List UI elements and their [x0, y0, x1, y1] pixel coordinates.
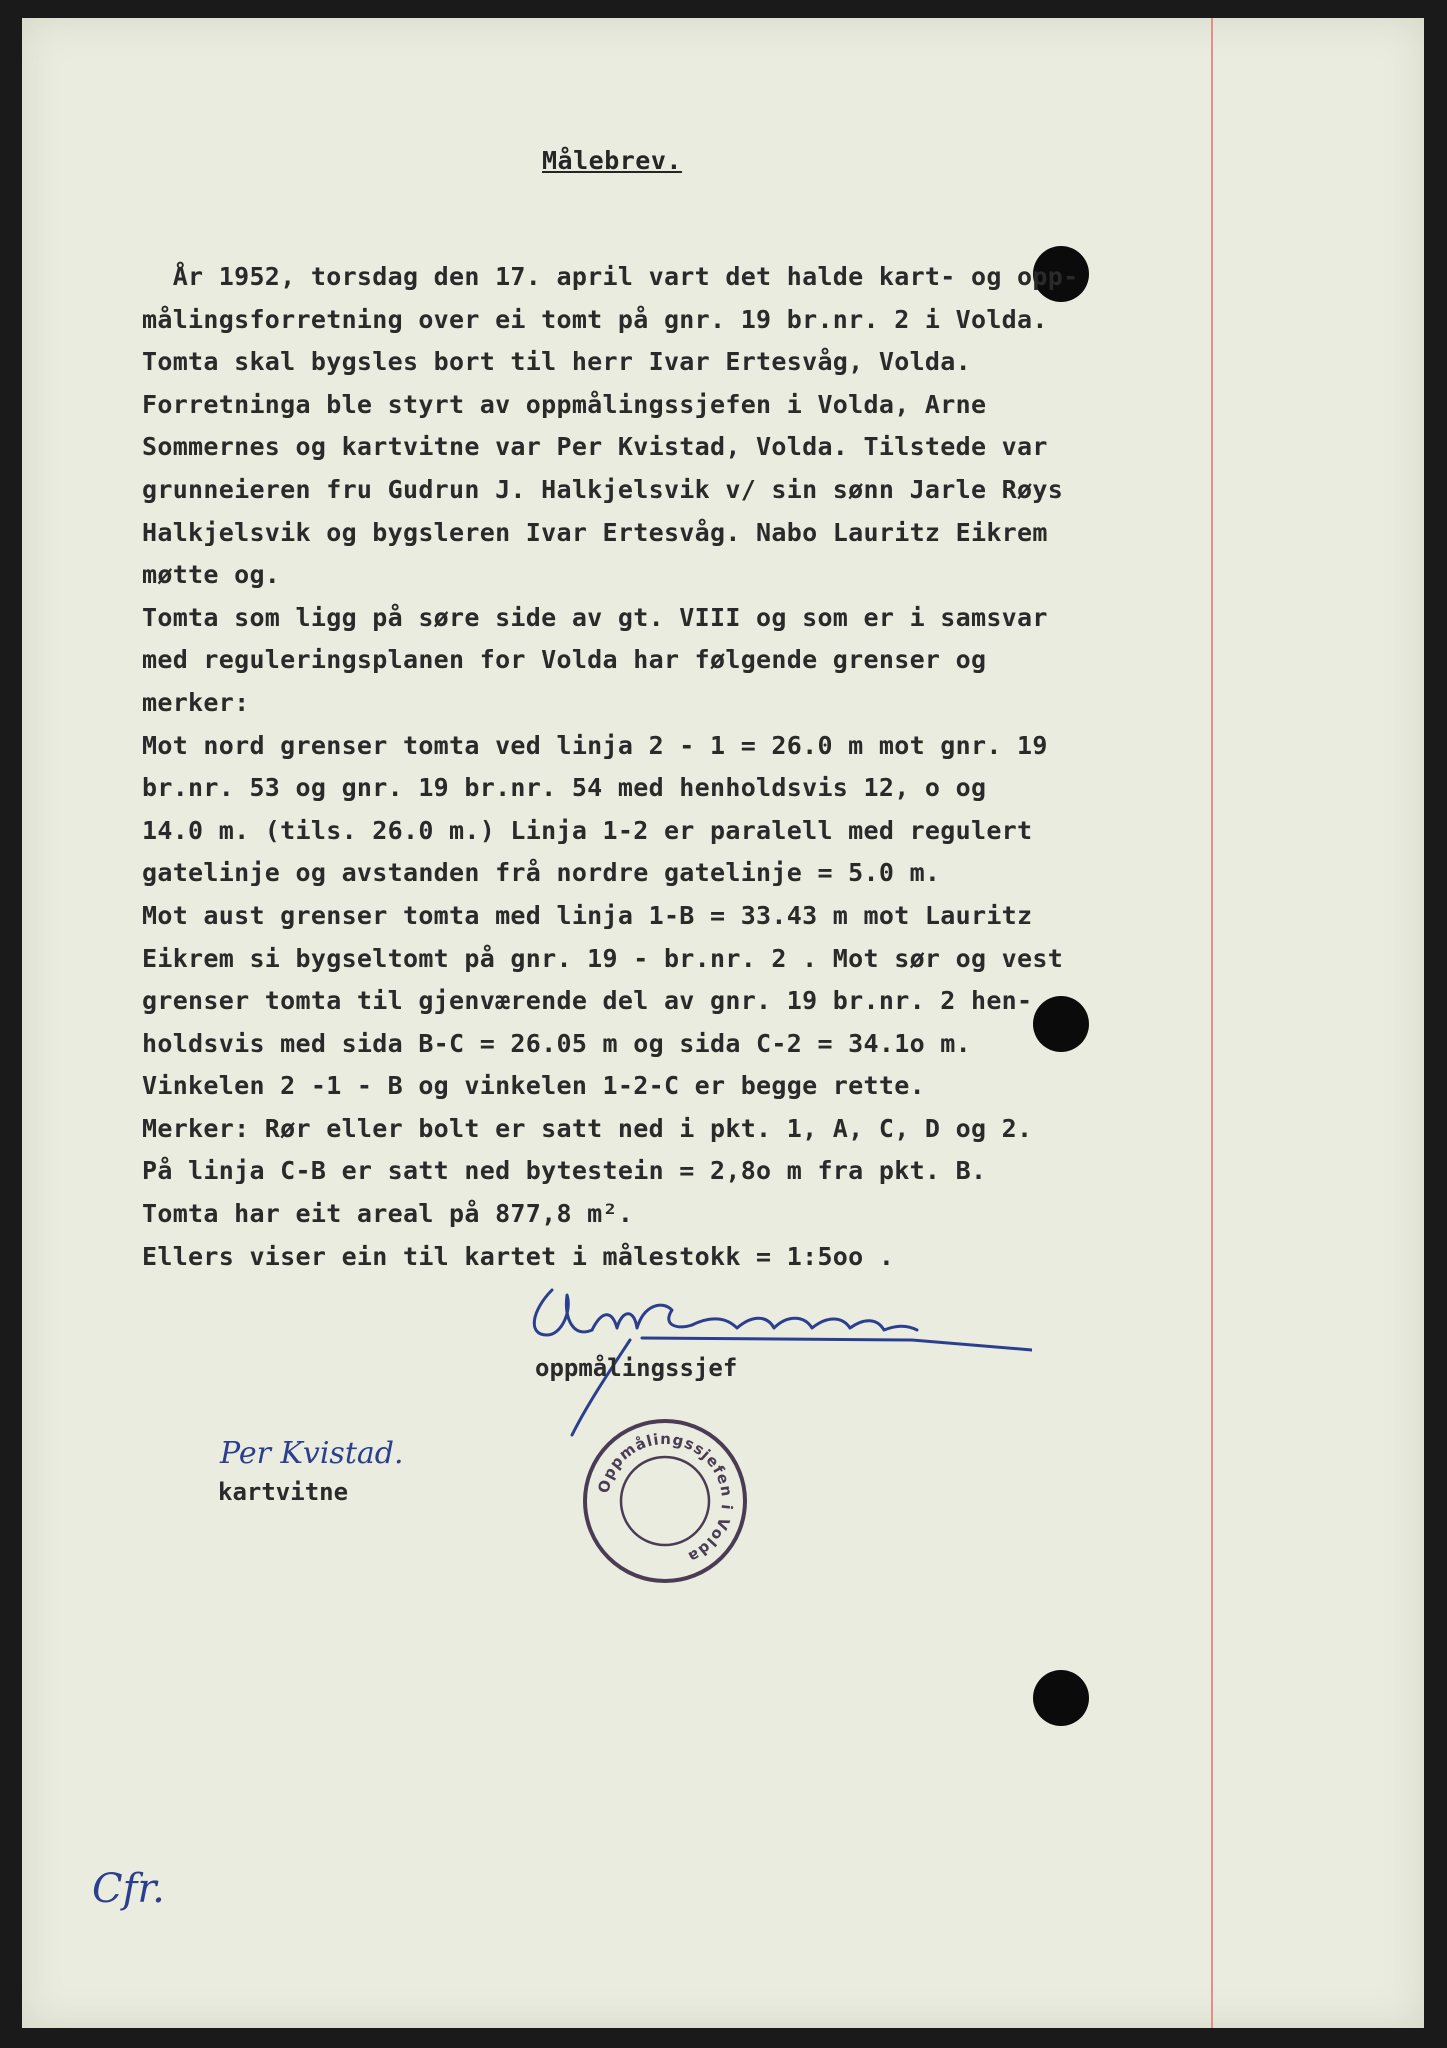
initials-mark: Cfr.: [92, 1866, 165, 1912]
chief-role-label: oppmålingssjef: [535, 1354, 738, 1382]
document-page: [22, 18, 1424, 2028]
punch-hole-icon: [1033, 1670, 1089, 1726]
document-title: Målebrev.: [542, 146, 682, 175]
stamp-text: Oppmålingssjefen i Volda: [594, 1429, 737, 1567]
witness-signature: Per Kvistad.: [220, 1436, 404, 1471]
document-body: År 1952, torsdag den 17. april vart det halde kart- og opp- målingsforretning over ei tomt på gnr. 19 br.nr. 2 i Volda. Tomta skal bygsles bort til herr Ivar Ertesvåg, Volda. Forretninga ble styrt av oppmålingssjefen i Volda, Arne Sommernes og kartvitne var Per Kvistad, Volda. Tilstede var grunneieren fru Gudrun J. Halkjelsvik v/ sin sønn Jarle Røys Halkjelsvik og bygsleren Ivar Ertesvåg. Nabo Lauritz Eikrem møtte og. Tomta som ligg på søre side av gt. VIII og som er i samsvar med reguleringsplanen for Volda har følgende grenser og merker: Mot nord grenser tomta ved linja 2 - 1 = 26.0 m mot gnr. 19 br.nr. 53 og gnr. 19 br.nr. 54 med henholdsvis 12, o og 14.0 m. (tils. 26.0 m.) Linja 1-2 er paralell med regulert gatelinje og avstanden frå nordre gatelinje = 5.0 m. Mot aust grenser tomta med linja 1-B = 33.43 m mot Lauritz Eikrem si bygseltomt på gnr. 19 - br.nr. 2 . Mot sør og vest grenser tomta til gjenværende del av gnr. 19 br.nr. 2 hen- holdsvis med sida B-C = 26.05 m og sida C-2 = 34.1o m. Vinkelen 2 -1 - B og vinkelen 1-2-C er begge rette. Merker: Rør eller bolt er satt ned i pkt. 1, A, C, D og 2. På linja C-B er satt ned bytestein = 2,8o m fra pkt. B. Tomta har eit areal på 877,8 m². Ellers viser ein til kartet i målestokk = 1:5oo .: [142, 262, 1079, 1271]
witness-role-label: kartvitne: [218, 1478, 349, 1506]
official-stamp-icon: [580, 1416, 750, 1586]
